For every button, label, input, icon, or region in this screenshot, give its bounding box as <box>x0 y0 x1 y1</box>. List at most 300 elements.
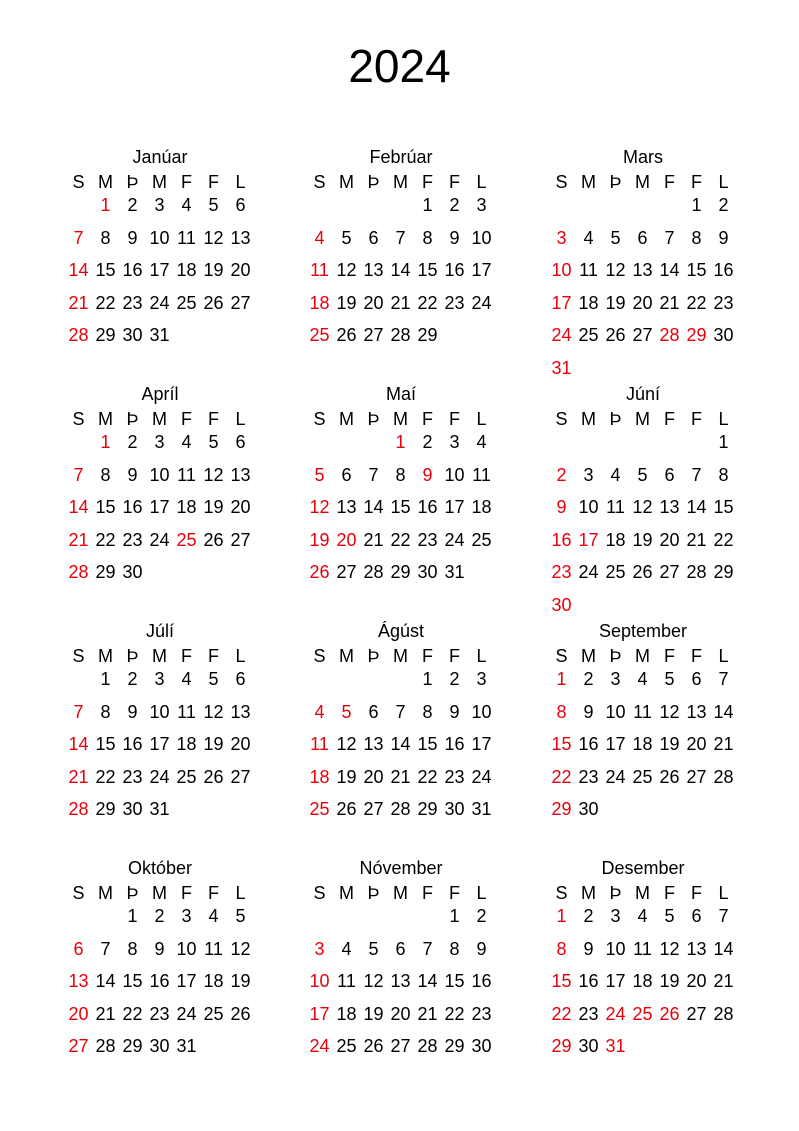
day-cell: 28 <box>95 1036 116 1056</box>
day-cell-holiday: 1 <box>556 906 567 926</box>
day-cell: 13 <box>632 260 653 280</box>
weekday-header: S <box>313 646 326 666</box>
day-cell: 26 <box>336 325 357 345</box>
weekday-header: S <box>72 409 85 429</box>
day-cell: 22 <box>390 529 411 550</box>
weekday-header: F <box>664 409 675 429</box>
day-cell-holiday: 3 <box>556 227 567 248</box>
day-cell: 20 <box>230 734 251 754</box>
weekday-header: Þ <box>609 646 622 666</box>
day-cell: 19 <box>605 292 626 313</box>
day-cell: 23 <box>713 292 734 313</box>
day-cell: 22 <box>417 766 438 787</box>
day-cell: 8 <box>127 938 138 959</box>
day-cell: 19 <box>659 971 680 991</box>
weekday-header: F <box>208 172 219 192</box>
day-cell: 26 <box>203 766 224 787</box>
day-cell: 30 <box>122 562 143 582</box>
day-cell: 2 <box>422 432 433 452</box>
day-cell: 30 <box>122 799 143 819</box>
day-cell: 31 <box>149 799 170 819</box>
day-cell-holiday: 28 <box>659 325 680 345</box>
day-cell-holiday: 28 <box>68 799 89 819</box>
day-cell: 11 <box>337 971 356 991</box>
day-cell: 11 <box>472 464 491 485</box>
month-name: Febrúar <box>369 147 433 167</box>
day-cell: 22 <box>444 1003 465 1024</box>
day-cell: 6 <box>235 195 246 215</box>
day-cell: 13 <box>390 971 411 991</box>
day-cell-holiday: 7 <box>73 227 84 248</box>
day-cell: 25 <box>203 1003 224 1024</box>
day-cell: 4 <box>181 669 192 689</box>
day-cell: 13 <box>363 734 384 754</box>
day-cell: 13 <box>686 938 707 959</box>
day-cell: 17 <box>149 734 170 754</box>
day-cell: 19 <box>659 734 680 754</box>
day-cell: 29 <box>122 1036 143 1056</box>
day-cell: 28 <box>417 1036 438 1056</box>
month-name: Maí <box>385 384 416 404</box>
day-cell: 31 <box>149 325 170 345</box>
day-cell: 26 <box>605 325 626 345</box>
day-cell: 15 <box>686 260 707 280</box>
day-cell-holiday: 17 <box>309 1003 330 1024</box>
day-cell: 14 <box>686 497 707 517</box>
weekday-header: F <box>664 883 675 903</box>
month-name: Apríl <box>141 384 179 404</box>
day-cell: 1 <box>449 906 460 926</box>
day-cell: 3 <box>583 464 594 485</box>
day-cell: 15 <box>95 734 116 754</box>
day-cell: 24 <box>149 766 170 787</box>
day-cell-holiday: 18 <box>309 766 330 787</box>
day-cell-holiday: 8 <box>556 701 567 722</box>
day-cell: 7 <box>395 701 406 722</box>
day-cell-holiday: 31 <box>605 1036 626 1056</box>
day-cell: 20 <box>686 971 707 991</box>
weekday-header: Þ <box>367 409 380 429</box>
day-cell: 12 <box>203 464 224 485</box>
day-cell-holiday: 30 <box>551 594 572 615</box>
day-cell: 1 <box>127 906 138 926</box>
day-cell: 4 <box>583 227 594 248</box>
weekday-header: L <box>476 646 487 666</box>
day-cell: 20 <box>632 292 653 313</box>
day-cell: 25 <box>176 766 197 787</box>
day-cell: 6 <box>691 906 702 926</box>
day-cell-holiday: 18 <box>309 292 330 313</box>
day-cell: 21 <box>390 292 411 313</box>
day-cell: 20 <box>686 734 707 754</box>
weekday-header: F <box>208 409 219 429</box>
day-cell: 5 <box>637 464 648 485</box>
day-cell-holiday: 20 <box>68 1003 89 1024</box>
day-cell: 5 <box>664 906 675 926</box>
day-cell: 17 <box>605 734 626 754</box>
day-cell: 16 <box>444 260 465 280</box>
day-cell: 16 <box>149 971 170 991</box>
day-cell: 21 <box>390 766 411 787</box>
weekday-header: L <box>718 172 729 192</box>
weekday-header: M <box>152 409 167 429</box>
day-cell: 11 <box>633 938 652 959</box>
weekday-header: L <box>718 409 729 429</box>
day-cell: 7 <box>368 464 379 485</box>
day-cell-holiday: 10 <box>551 260 572 280</box>
day-cell: 27 <box>686 1003 707 1024</box>
day-cell-holiday: 8 <box>556 938 567 959</box>
day-cell: 16 <box>444 734 465 754</box>
day-cell: 24 <box>149 529 170 550</box>
day-cell: 23 <box>122 766 143 787</box>
weekday-header: L <box>235 172 246 192</box>
day-cell: 9 <box>718 227 729 248</box>
weekday-header: M <box>581 883 596 903</box>
month-name: Október <box>127 858 193 878</box>
day-cell: 13 <box>230 701 251 722</box>
day-cell-holiday: 17 <box>578 529 599 550</box>
day-cell: 17 <box>149 497 170 517</box>
day-cell-holiday: 28 <box>68 562 89 582</box>
day-cell: 13 <box>363 260 384 280</box>
day-cell: 10 <box>471 227 492 248</box>
day-cell: 23 <box>444 292 465 313</box>
weekday-header: M <box>98 646 113 666</box>
day-cell: 20 <box>659 529 680 550</box>
day-cell: 1 <box>691 195 702 215</box>
day-cell: 9 <box>583 938 594 959</box>
weekday-header: M <box>635 172 650 192</box>
weekday-header: Þ <box>609 409 622 429</box>
day-cell: 31 <box>176 1036 197 1056</box>
day-cell: 30 <box>471 1036 492 1056</box>
day-cell-holiday: 7 <box>73 701 84 722</box>
day-cell: 17 <box>471 734 492 754</box>
day-cell: 24 <box>444 529 465 550</box>
day-cell-holiday: 6 <box>73 938 84 959</box>
day-cell: 30 <box>578 1036 599 1056</box>
day-cell-holiday: 1 <box>100 195 111 215</box>
weekday-header: L <box>476 172 487 192</box>
day-cell-holiday: 21 <box>68 529 89 550</box>
day-cell: 27 <box>230 292 251 313</box>
day-cell: 15 <box>95 497 116 517</box>
day-cell-holiday: 25 <box>632 1003 653 1024</box>
day-cell: 26 <box>336 799 357 819</box>
day-cell: 19 <box>336 292 357 313</box>
day-cell: 3 <box>476 195 487 215</box>
day-cell: 21 <box>95 1003 116 1024</box>
day-cell: 13 <box>336 497 357 517</box>
day-cell: 7 <box>718 906 729 926</box>
day-cell: 23 <box>122 529 143 550</box>
day-cell: 13 <box>686 701 707 722</box>
day-cell: 25 <box>471 529 492 550</box>
weekday-header: F <box>181 172 192 192</box>
month-name: Júlí <box>145 621 174 641</box>
day-cell: 17 <box>149 260 170 280</box>
month-name: Desember <box>601 858 685 878</box>
day-cell: 15 <box>95 260 116 280</box>
day-cell: 14 <box>95 971 116 991</box>
day-cell-holiday: 5 <box>341 701 352 722</box>
day-cell: 23 <box>578 1003 599 1024</box>
day-cell: 12 <box>605 260 626 280</box>
day-cell: 10 <box>444 464 465 485</box>
day-cell: 26 <box>632 562 653 582</box>
day-cell: 3 <box>154 195 165 215</box>
day-cell-holiday: 20 <box>336 529 357 550</box>
day-cell: 27 <box>230 529 251 550</box>
day-cell: 3 <box>154 669 165 689</box>
day-cell: 19 <box>203 497 224 517</box>
day-cell-holiday: 25 <box>309 325 330 345</box>
day-cell: 13 <box>230 464 251 485</box>
day-cell: 21 <box>417 1003 438 1024</box>
weekday-header: F <box>449 646 460 666</box>
day-cell: 8 <box>691 227 702 248</box>
day-cell: 15 <box>417 734 438 754</box>
day-cell: 4 <box>341 938 352 959</box>
weekday-header: F <box>422 883 433 903</box>
day-cell: 26 <box>203 292 224 313</box>
day-cell-holiday: 11 <box>310 260 329 280</box>
day-cell-holiday: 15 <box>551 734 572 754</box>
day-cell: 16 <box>713 260 734 280</box>
day-cell: 18 <box>471 497 492 517</box>
weekday-header: M <box>393 172 408 192</box>
day-cell-holiday: 24 <box>309 1036 330 1056</box>
day-cell: 2 <box>476 906 487 926</box>
day-cell-holiday: 4 <box>314 701 325 722</box>
day-cell: 25 <box>605 562 626 582</box>
day-cell: 5 <box>341 227 352 248</box>
day-cell-holiday: 28 <box>68 325 89 345</box>
day-cell: 30 <box>417 562 438 582</box>
weekday-header: M <box>635 409 650 429</box>
day-cell: 23 <box>471 1003 492 1024</box>
day-cell: 14 <box>713 701 734 722</box>
day-cell: 26 <box>203 529 224 550</box>
month-name: Janúar <box>132 147 188 167</box>
day-cell-holiday: 14 <box>68 497 89 517</box>
weekday-header: M <box>581 172 596 192</box>
day-cell: 24 <box>578 562 599 582</box>
day-cell: 10 <box>176 938 197 959</box>
weekday-header: M <box>581 646 596 666</box>
day-cell: 14 <box>659 260 680 280</box>
day-cell: 18 <box>176 260 197 280</box>
day-cell: 7 <box>691 464 702 485</box>
day-cell: 1 <box>422 669 433 689</box>
weekday-header: F <box>691 883 702 903</box>
day-cell: 12 <box>659 938 680 959</box>
day-cell: 11 <box>579 260 598 280</box>
day-cell-holiday: 22 <box>551 766 572 787</box>
day-cell: 24 <box>605 766 626 787</box>
day-cell: 21 <box>363 529 384 550</box>
weekday-header: L <box>476 883 487 903</box>
day-cell: 22 <box>417 292 438 313</box>
day-cell: 22 <box>95 529 116 550</box>
month-name: Júní <box>625 384 661 404</box>
day-cell-holiday: 15 <box>551 971 572 991</box>
weekday-header: L <box>718 646 729 666</box>
day-cell-holiday: 24 <box>551 325 572 345</box>
day-cell: 7 <box>718 669 729 689</box>
day-cell: 4 <box>476 432 487 452</box>
day-cell: 29 <box>444 1036 465 1056</box>
day-cell: 16 <box>471 971 492 991</box>
day-cell: 19 <box>336 766 357 787</box>
weekday-header: F <box>181 883 192 903</box>
day-cell: 11 <box>177 464 196 485</box>
day-cell: 31 <box>471 799 492 819</box>
day-cell: 4 <box>637 906 648 926</box>
day-cell: 2 <box>718 195 729 215</box>
day-cell: 24 <box>149 292 170 313</box>
day-cell: 14 <box>363 497 384 517</box>
day-cell: 7 <box>100 938 111 959</box>
weekday-header: M <box>339 883 354 903</box>
weekday-header: Þ <box>367 883 380 903</box>
day-cell: 18 <box>632 971 653 991</box>
day-cell: 26 <box>363 1036 384 1056</box>
weekday-header: F <box>664 646 675 666</box>
day-cell: 23 <box>444 766 465 787</box>
weekday-header: F <box>449 172 460 192</box>
day-cell: 28 <box>686 562 707 582</box>
day-cell: 14 <box>390 260 411 280</box>
day-cell: 5 <box>368 938 379 959</box>
weekday-header: Þ <box>126 409 139 429</box>
day-cell: 18 <box>336 1003 357 1024</box>
day-cell: 8 <box>100 227 111 248</box>
day-cell-holiday: 25 <box>309 799 330 819</box>
day-cell: 10 <box>605 701 626 722</box>
day-cell-holiday: 7 <box>73 464 84 485</box>
weekday-header: M <box>393 409 408 429</box>
day-cell: 10 <box>605 938 626 959</box>
weekday-header: F <box>449 409 460 429</box>
month-name: Mars <box>623 147 663 167</box>
day-cell: 30 <box>713 325 734 345</box>
day-cell-holiday: 29 <box>551 1036 572 1056</box>
weekday-header: M <box>581 409 596 429</box>
day-cell: 1 <box>718 432 729 452</box>
day-cell: 30 <box>444 799 465 819</box>
weekday-header: M <box>152 646 167 666</box>
day-cell: 27 <box>632 325 653 345</box>
day-cell: 29 <box>390 562 411 582</box>
weekday-header: S <box>313 883 326 903</box>
weekday-header: F <box>691 409 702 429</box>
day-cell-holiday: 12 <box>309 497 330 517</box>
day-cell: 25 <box>336 1036 357 1056</box>
day-cell: 8 <box>422 701 433 722</box>
day-cell: 27 <box>686 766 707 787</box>
day-cell: 29 <box>417 799 438 819</box>
day-cell: 10 <box>149 227 170 248</box>
day-cell: 19 <box>203 734 224 754</box>
day-cell: 28 <box>363 562 384 582</box>
day-cell: 12 <box>203 227 224 248</box>
day-cell: 30 <box>122 325 143 345</box>
weekday-header: S <box>555 172 568 192</box>
weekday-header: S <box>72 646 85 666</box>
day-cell: 12 <box>203 701 224 722</box>
day-cell: 2 <box>449 195 460 215</box>
day-cell: 8 <box>718 464 729 485</box>
day-cell: 8 <box>422 227 433 248</box>
weekday-header: Þ <box>367 646 380 666</box>
day-cell: 5 <box>208 432 219 452</box>
weekday-header: F <box>208 883 219 903</box>
day-cell: 8 <box>100 464 111 485</box>
day-cell: 28 <box>390 325 411 345</box>
day-cell-holiday: 13 <box>68 971 89 991</box>
day-cell: 8 <box>100 701 111 722</box>
day-cell: 6 <box>368 701 379 722</box>
day-cell: 16 <box>122 734 143 754</box>
day-cell: 18 <box>176 734 197 754</box>
day-cell: 17 <box>444 497 465 517</box>
day-cell: 12 <box>230 938 251 959</box>
day-cell: 13 <box>230 227 251 248</box>
day-cell: 9 <box>154 938 165 959</box>
day-cell: 18 <box>632 734 653 754</box>
day-cell-holiday: 1 <box>395 432 406 452</box>
day-cell: 14 <box>390 734 411 754</box>
day-cell-holiday: 1 <box>100 432 111 452</box>
day-cell: 4 <box>610 464 621 485</box>
day-cell: 9 <box>127 227 138 248</box>
weekday-header: Þ <box>609 883 622 903</box>
day-cell: 3 <box>449 432 460 452</box>
weekday-header: M <box>339 646 354 666</box>
day-cell: 21 <box>713 734 734 754</box>
weekday-header: L <box>718 883 729 903</box>
day-cell: 12 <box>659 701 680 722</box>
weekday-header: S <box>555 646 568 666</box>
day-cell: 20 <box>230 260 251 280</box>
weekday-header: F <box>422 409 433 429</box>
day-cell: 21 <box>686 529 707 550</box>
day-cell: 6 <box>235 432 246 452</box>
day-cell: 11 <box>633 701 652 722</box>
weekday-header: F <box>422 172 433 192</box>
day-cell-holiday: 23 <box>551 562 572 582</box>
day-cell: 18 <box>578 292 599 313</box>
day-cell-holiday: 1 <box>556 669 567 689</box>
day-cell: 4 <box>181 195 192 215</box>
day-cell: 6 <box>235 669 246 689</box>
day-cell: 12 <box>363 971 384 991</box>
day-cell-holiday: 26 <box>309 562 330 582</box>
weekday-header: S <box>313 172 326 192</box>
day-cell: 27 <box>336 562 357 582</box>
weekday-header: Þ <box>367 172 380 192</box>
day-cell: 9 <box>127 464 138 485</box>
day-cell: 18 <box>176 497 197 517</box>
day-cell: 16 <box>122 497 143 517</box>
weekday-header: M <box>635 646 650 666</box>
day-cell: 8 <box>449 938 460 959</box>
day-cell: 19 <box>363 1003 384 1024</box>
day-cell: 23 <box>578 766 599 787</box>
month-name: September <box>598 621 688 641</box>
